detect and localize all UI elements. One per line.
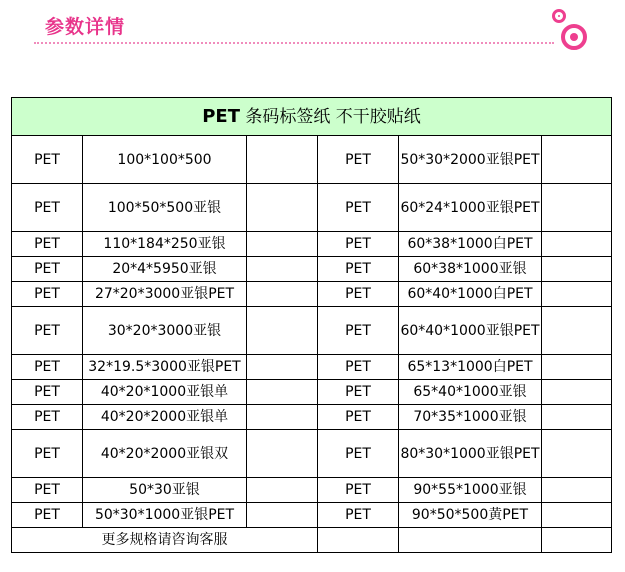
material-cell: PET <box>12 430 83 478</box>
empty-cell <box>318 528 399 553</box>
spec-cell: 70*35*1000亚银 <box>399 405 542 430</box>
table-title-strong: PET <box>202 105 240 127</box>
material-cell: PET <box>318 405 399 430</box>
dotted-divider <box>34 42 554 44</box>
empty-cell <box>247 282 318 307</box>
material-cell: PET <box>318 307 399 355</box>
material-cell: PET <box>12 232 83 257</box>
empty-cell <box>542 184 612 232</box>
table-row <box>12 380 612 405</box>
empty-cell <box>542 503 612 528</box>
spec-cell: 90*55*1000亚银 <box>399 478 542 503</box>
empty-cell <box>542 136 612 184</box>
material-cell: PET <box>318 232 399 257</box>
ring-decoration-icon <box>561 24 587 50</box>
spec-cell: 20*4*5950亚银 <box>83 257 247 282</box>
spec-cell: 110*184*250亚银 <box>83 232 247 257</box>
empty-cell <box>247 257 318 282</box>
empty-cell <box>542 430 612 478</box>
material-cell: PET <box>318 355 399 380</box>
table-row <box>12 355 612 380</box>
material-cell: PET <box>318 478 399 503</box>
material-cell: PET <box>12 405 83 430</box>
table-row <box>12 136 612 184</box>
material-cell: PET <box>318 282 399 307</box>
spec-cell: 90*50*500黄PET <box>399 503 542 528</box>
spec-cell: 50*30亚银 <box>83 478 247 503</box>
empty-cell <box>247 430 318 478</box>
spec-cell: 60*24*1000亚银PET <box>399 184 542 232</box>
material-cell: PET <box>12 478 83 503</box>
empty-cell <box>247 136 318 184</box>
empty-cell <box>542 232 612 257</box>
material-cell: PET <box>318 136 399 184</box>
empty-cell <box>542 257 612 282</box>
spec-cell: 32*19.5*3000亚银PET <box>83 355 247 380</box>
empty-cell <box>247 184 318 232</box>
empty-cell <box>542 528 612 553</box>
table-row <box>12 307 612 355</box>
empty-cell <box>247 232 318 257</box>
spec-cell: 50*30*2000亚银PET <box>399 136 542 184</box>
material-cell: PET <box>12 503 83 528</box>
section-header <box>0 0 625 60</box>
spec-cell: 27*20*3000亚银PET <box>83 282 247 307</box>
empty-cell <box>247 355 318 380</box>
table-title-rest: 条码标签纸 不干胶贴纸 <box>240 106 421 127</box>
spec-table <box>11 97 612 553</box>
material-cell: PET <box>318 184 399 232</box>
empty-cell <box>399 528 542 553</box>
spec-cell: 30*20*3000亚银 <box>83 307 247 355</box>
table-row <box>12 257 612 282</box>
empty-cell <box>247 380 318 405</box>
material-cell: PET <box>318 380 399 405</box>
empty-cell <box>247 307 318 355</box>
material-cell: PET <box>318 430 399 478</box>
material-cell: PET <box>318 257 399 282</box>
spec-cell: 40*20*2000亚银双 <box>83 430 247 478</box>
spec-cell: 60*40*1000白PET <box>399 282 542 307</box>
spec-cell: 50*30*1000亚银PET <box>83 503 247 528</box>
table-row <box>12 478 612 503</box>
empty-cell <box>247 405 318 430</box>
empty-cell <box>542 405 612 430</box>
empty-cell <box>247 478 318 503</box>
spec-cell: 100*100*500 <box>83 136 247 184</box>
material-cell: PET <box>12 282 83 307</box>
table-row <box>12 405 612 430</box>
material-cell: PET <box>318 503 399 528</box>
spec-cell: 60*40*1000亚银PET <box>399 307 542 355</box>
empty-cell <box>542 355 612 380</box>
footer-note: 更多规格请咨询客服 <box>12 528 318 553</box>
material-cell: PET <box>12 307 83 355</box>
table-row <box>12 503 612 528</box>
spec-cell: 65*40*1000亚银 <box>399 380 542 405</box>
spec-cell: 60*38*1000亚银 <box>399 257 542 282</box>
material-cell: PET <box>12 136 83 184</box>
empty-cell <box>542 282 612 307</box>
spec-cell: 80*30*1000亚银PET <box>399 430 542 478</box>
spec-cell: 40*20*2000亚银单 <box>83 405 247 430</box>
empty-cell <box>542 307 612 355</box>
table-row <box>12 184 612 232</box>
material-cell: PET <box>12 184 83 232</box>
table-footer-row <box>12 528 612 553</box>
table-row <box>12 232 612 257</box>
material-cell: PET <box>12 257 83 282</box>
material-cell: PET <box>12 380 83 405</box>
empty-cell <box>542 380 612 405</box>
empty-cell <box>542 478 612 503</box>
spec-cell: 60*38*1000白PET <box>399 232 542 257</box>
table-row <box>12 282 612 307</box>
table-title <box>12 98 612 136</box>
spec-cell: 65*13*1000白PET <box>399 355 542 380</box>
empty-cell <box>247 503 318 528</box>
material-cell: PET <box>12 355 83 380</box>
small-ring-decoration-icon <box>552 9 566 23</box>
spec-cell: 100*50*500亚银 <box>83 184 247 232</box>
section-title: 参数详情 <box>45 16 126 38</box>
table-row <box>12 430 612 478</box>
spec-cell: 40*20*1000亚银单 <box>83 380 247 405</box>
